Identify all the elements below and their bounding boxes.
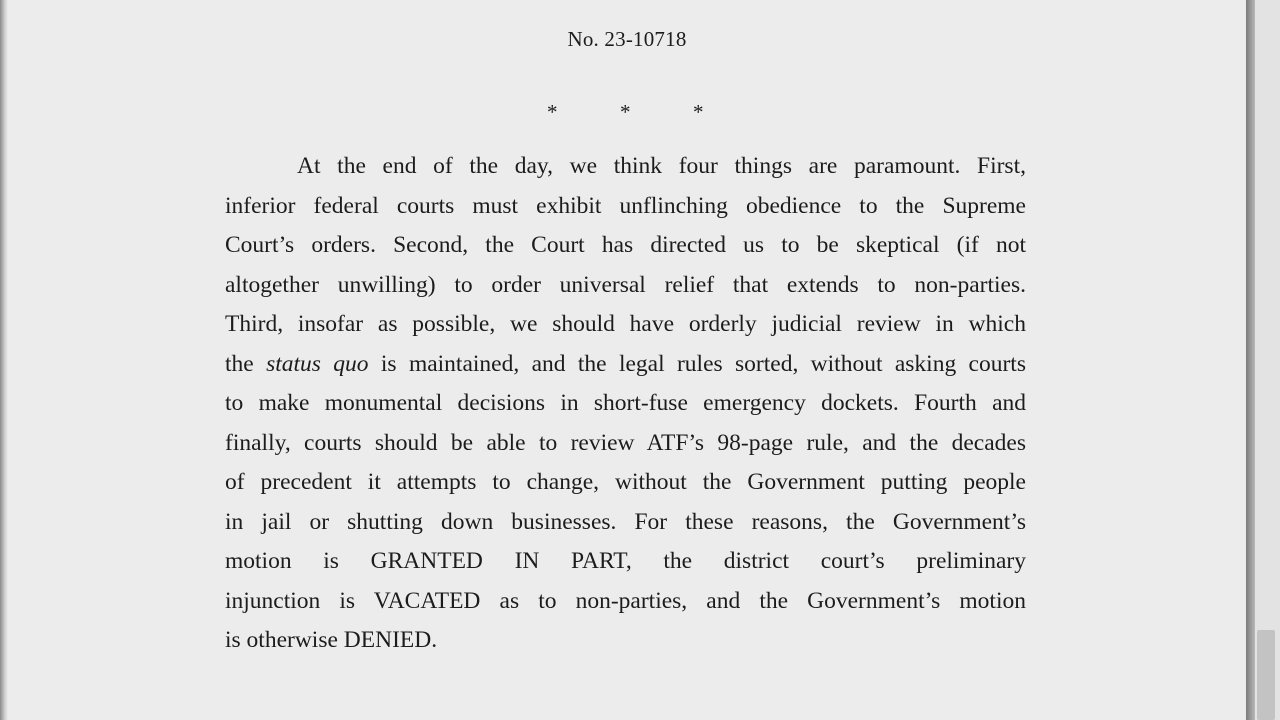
scrollbar-thumb[interactable] [1257, 630, 1275, 720]
paragraph-line: in jail or shutting down businesses. For these reasons, the Government’s [225, 508, 1026, 535]
paragraph-line: altogether unwilling) to order universal relief that extends to non-parties. [225, 271, 1026, 298]
paragraph-line: finally, courts should be able to review ATF’s 98-page rule, and the decades [225, 429, 1026, 456]
paragraph-line [225, 345, 1026, 385]
line-text: is maintained, and the legal rules sorted, without asking courts [368, 350, 1026, 377]
scrollbar-gutter [1246, 0, 1255, 720]
paragraph-line: Court’s orders. Second, the Court has directed us to be skeptical (if not [225, 232, 1026, 258]
separator-asterisk: * [693, 100, 704, 124]
paragraph-line: Third, insofar as possible, we should have orderly judicial review in which [225, 311, 1026, 337]
line-text: the [225, 350, 267, 377]
document-page [8, 0, 1246, 720]
viewer-left-edge [0, 0, 8, 720]
paragraph-line: At the end of the day, we think four things are paramount. First, [297, 153, 1026, 179]
paragraph-line: injunction is VACATED as to non-parties, and the Government’s motion [225, 587, 1026, 614]
opinion-paragraph [225, 147, 1026, 661]
separator-asterisk: * [620, 100, 631, 124]
paragraph-line: is otherwise DENIED. [225, 627, 438, 653]
section-separator [8, 100, 1246, 124]
paragraph-line: of precedent it attempts to change, without the Government putting people [225, 469, 1026, 495]
separator-asterisk: * [547, 100, 558, 124]
paragraph-line: to make monumental decisions in short-fuse emergency dockets. Fourth and [225, 390, 1026, 416]
paragraph-line: motion is GRANTED IN PART, the district court’s preliminary [225, 548, 1026, 574]
italic-term: status quo [266, 350, 369, 377]
paragraph-line: inferior federal courts must exhibit unflinching obedience to the Supreme [225, 192, 1026, 219]
case-number-header: No. 23-10718 [567, 27, 687, 51]
